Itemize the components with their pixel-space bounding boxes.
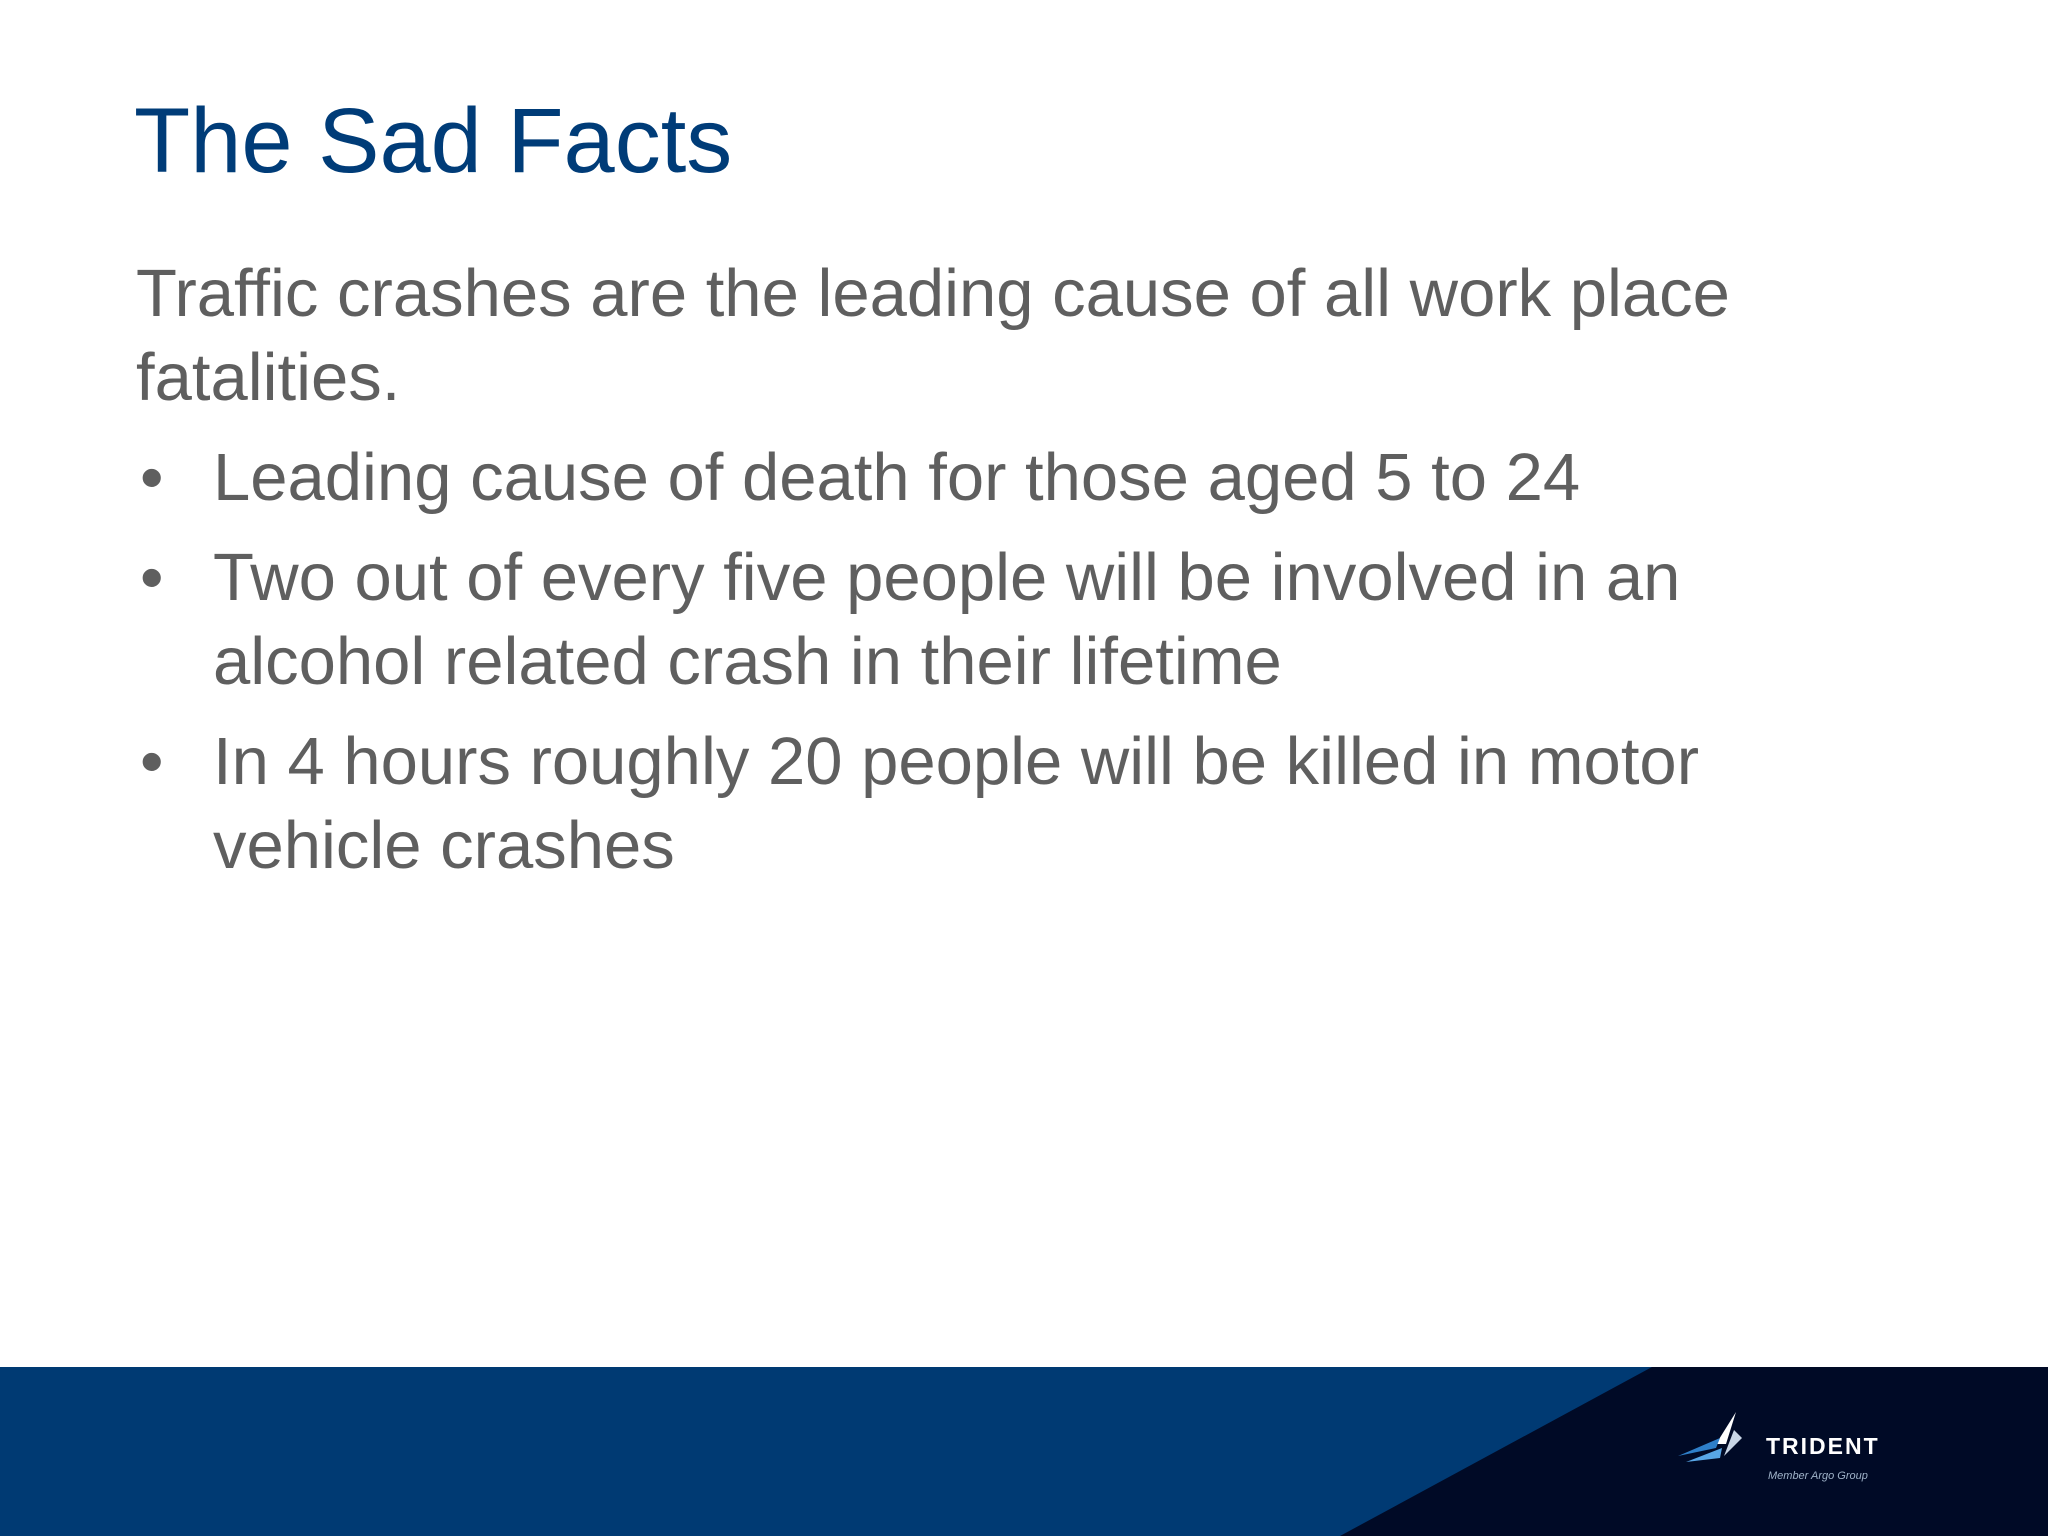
bullet-text: In 4 hours roughly 20 people will be killed in motor vehicle crashes — [213, 724, 1700, 883]
intro-text: Traffic crashes are the leading cause of all work place fatalities. — [136, 256, 1730, 415]
slide-body — [136, 252, 1836, 904]
trident-logo-icon — [1676, 1408, 1766, 1468]
bullet-item — [136, 536, 1833, 704]
bullet-dot: • — [140, 724, 164, 799]
logo-tagline: Member Argo Group — [1768, 1470, 1868, 1482]
bullet-dot: • — [140, 540, 164, 615]
trident-logo — [1676, 1408, 1916, 1488]
bullet-dot: • — [140, 440, 164, 515]
bullet-text: Two out of every five people will be involved in an alcohol related crash in their lifetime — [213, 540, 1681, 699]
slide-title: The Sad Facts — [134, 90, 733, 192]
logo-wordmark: TRIDENT — [1766, 1433, 1880, 1459]
bullet-item — [136, 720, 1833, 888]
bullet-text: Leading cause of death for those aged 5 to 24 — [213, 440, 1581, 515]
bullet-list — [136, 436, 1836, 888]
bullet-item — [136, 436, 1833, 520]
